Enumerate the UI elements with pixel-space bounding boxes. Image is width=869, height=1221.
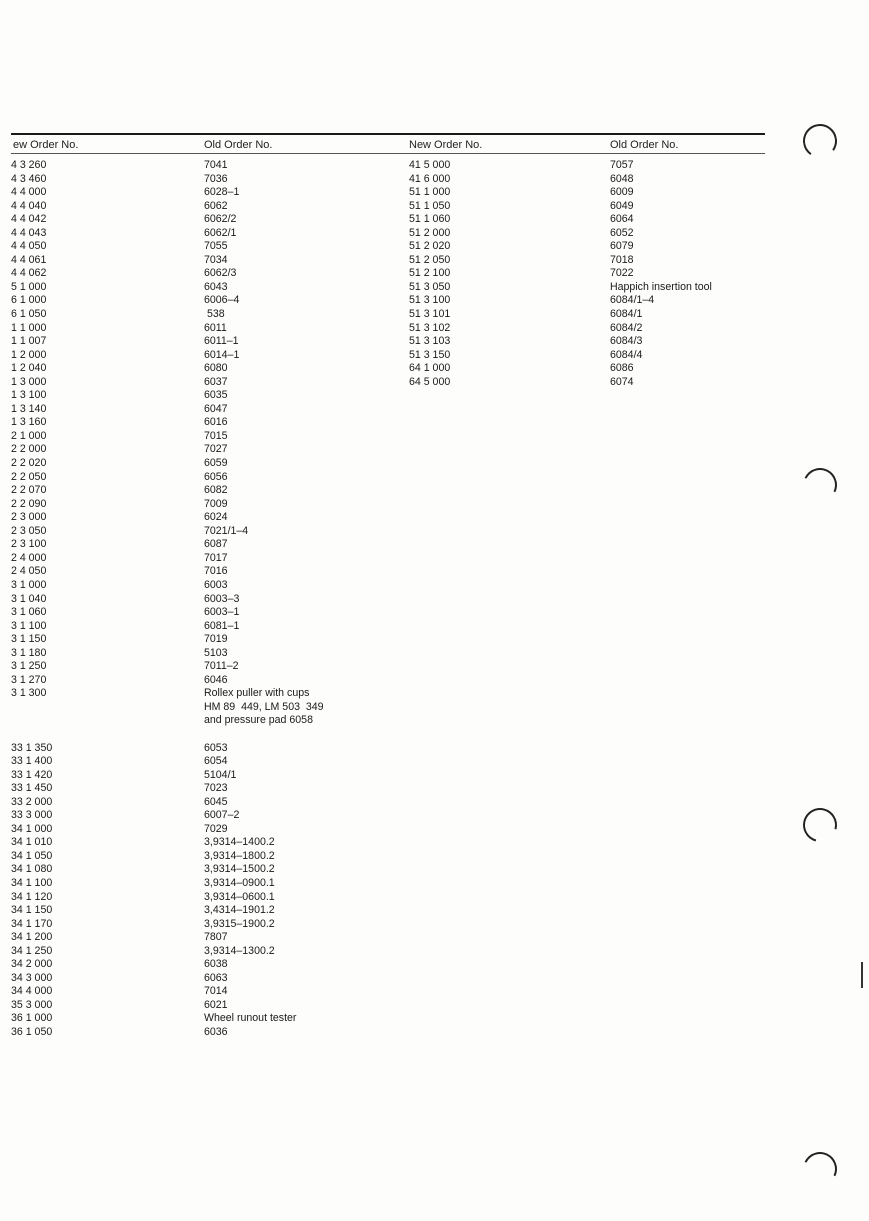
table-cell: 3,9314–1500.2 (204, 863, 275, 876)
table-cell: 4 4 043 (11, 226, 47, 239)
table-cell: 4 4 040 (11, 199, 47, 212)
table-cell: 6003–1 (204, 606, 240, 619)
table-cell: 34 1 150 (11, 904, 53, 917)
table-cell: 6062 (204, 199, 228, 212)
table-cell: 34 1 080 (11, 863, 53, 876)
table-cell: 6035 (204, 389, 228, 402)
table-cell (204, 728, 324, 742)
table-cell: 3 1 150 (11, 633, 47, 646)
table-cell: 7016 (204, 565, 228, 578)
table-cell: 33 1 420 (11, 768, 53, 781)
column-old-order-1 (204, 159, 324, 1040)
table-cell: 6087 (204, 538, 228, 551)
table-cell: 6 1 000 (11, 294, 47, 307)
table-cell: 6052 (610, 226, 634, 239)
table-cell: 51 3 103 (409, 335, 451, 348)
table-cell: 7055 (204, 240, 228, 253)
table-cell: 34 1 120 (11, 890, 53, 903)
table-cell: 3,9314–1800.2 (204, 849, 275, 862)
table-cell: 6063 (204, 971, 228, 984)
table-cell: 51 2 000 (409, 226, 451, 239)
table-cell: 34 1 170 (11, 917, 53, 930)
table-cell: 51 2 020 (409, 240, 451, 253)
table-cell: Wheel runout tester (204, 1012, 297, 1025)
table-cell: 34 4 000 (11, 985, 53, 998)
table-cell: 5103 (204, 646, 228, 659)
table-cell: Happich insertion tool (610, 280, 712, 293)
binder-hole-4 (798, 1147, 842, 1191)
table-cell: 3,4314–1901.2 (204, 904, 275, 917)
table-cell: 7009 (204, 497, 228, 510)
table-cell: 6048 (610, 172, 634, 185)
table-cell: 6074 (610, 375, 634, 388)
table-cell: 3 1 270 (11, 673, 47, 686)
table-cell: 7015 (204, 429, 228, 442)
table-cell: 6003–3 (204, 592, 240, 605)
table-cell: 4 4 061 (11, 253, 47, 266)
table-cell: 51 3 102 (409, 321, 451, 334)
table-cell: 34 1 250 (11, 944, 53, 957)
table-cell: 2 2 020 (11, 457, 47, 470)
table-cell: 7022 (610, 267, 634, 280)
table-cell: 6084/3 (610, 335, 643, 348)
table-cell: 6 1 050 (11, 308, 47, 321)
table-cell: 6064 (610, 213, 634, 226)
table-cell: 6053 (204, 741, 228, 754)
table-cell: 7057 (610, 159, 634, 171)
table-cell: 7021/1–4 (204, 524, 249, 537)
table-cell: 6080 (204, 362, 228, 375)
binder-hole-3 (797, 802, 843, 848)
table-cell: 51 2 050 (409, 253, 451, 266)
table-cell: 2 4 000 (11, 551, 47, 564)
table-cell: 6043 (204, 280, 228, 293)
table-cell: 6082 (204, 484, 228, 497)
table-cell: 6037 (204, 375, 228, 388)
table-cell: 7018 (610, 253, 634, 266)
table-cell: 6003 (204, 578, 228, 591)
column-old-order-2 (610, 159, 712, 389)
table-cell: 6081–1 (204, 619, 240, 632)
table-cell: 4 4 050 (11, 240, 47, 253)
table-cell: 33 1 400 (11, 755, 53, 768)
table-cell: 6024 (204, 511, 228, 524)
table-cell: 51 3 050 (409, 280, 451, 293)
table-cell: 6056 (204, 470, 228, 483)
table-cell: 7807 (204, 931, 228, 944)
table-cell: 51 1 060 (409, 213, 451, 226)
table-cell: 6036 (204, 1026, 228, 1038)
table-cell: 51 3 101 (409, 308, 451, 321)
table-cell: 7011–2 (204, 660, 239, 673)
table-cell: 51 1 050 (409, 199, 451, 212)
table-cell: 7029 (204, 822, 228, 835)
table-cell: 6038 (204, 958, 228, 971)
table-cell: 6021 (204, 998, 228, 1011)
table-cell: 6062/1 (204, 226, 237, 239)
table-cell: 34 1 000 (11, 822, 53, 835)
table-cell: 7019 (204, 633, 228, 646)
table-cell: 7041 (204, 159, 228, 171)
table-cell: 7036 (204, 172, 228, 185)
table-cell: 1 3 100 (11, 389, 47, 402)
table-cell: 34 1 050 (11, 849, 53, 862)
table-cell: 64 5 000 (409, 375, 451, 388)
table-cell: 2 2 070 (11, 484, 47, 497)
column-new-order-2 (409, 159, 450, 389)
table-cell: 3 1 250 (11, 660, 47, 673)
table-cell: 6046 (204, 673, 228, 686)
table-cell: 1 1 007 (11, 335, 47, 348)
table-cell: 6062/3 (204, 267, 237, 280)
table-cell: 3,9315–1900.2 (204, 917, 275, 930)
table-cell: 3,9314–1400.2 (204, 836, 275, 849)
table-cell (11, 714, 52, 728)
header-old-order-2: Old Order No. (610, 139, 679, 151)
table-cell: 6028–1 (204, 186, 240, 199)
table-cell: 2 3 000 (11, 511, 47, 524)
table-cell: 34 1 200 (11, 931, 53, 944)
table-cell: 6054 (204, 755, 228, 768)
table-cell: 4 4 042 (11, 213, 47, 226)
table-cell: 1 3 140 (11, 402, 47, 415)
table-cell: 6059 (204, 457, 228, 470)
table-cell: 7014 (204, 985, 228, 998)
table-cell: 4 4 000 (11, 186, 47, 199)
table-cell: 51 2 100 (409, 267, 451, 280)
table-cell: 6014–1 (204, 348, 240, 361)
table-cell: 5104/1 (204, 768, 237, 781)
table-cell: 41 5 000 (409, 159, 451, 171)
table-cell: 6016 (204, 416, 228, 429)
table-cell: 33 1 350 (11, 741, 53, 754)
table-cell: 3 1 000 (11, 578, 47, 591)
table-cell: 6079 (610, 240, 634, 253)
table-cell: 41 6 000 (409, 172, 451, 185)
table-cell: 6062/2 (204, 213, 237, 226)
table-cell: 6009 (610, 186, 634, 199)
table-cell: 3 1 040 (11, 592, 47, 605)
table-cell: 36 1 000 (11, 1012, 53, 1025)
table-cell: 4 3 460 (11, 172, 47, 185)
table-cell: 34 2 000 (11, 958, 53, 971)
table-cell: 6011 (204, 321, 227, 334)
table-cell: 2 4 050 (11, 565, 47, 578)
table-cell: 2 1 000 (11, 429, 47, 442)
table-cell: 64 1 000 (409, 362, 451, 375)
table-cell: 36 1 050 (11, 1026, 53, 1038)
table-cell: 35 3 000 (11, 998, 53, 1011)
table-cell: 1 2 040 (11, 362, 47, 375)
table-cell: 51 3 150 (409, 348, 451, 361)
table-cell: 6084/1 (610, 308, 643, 321)
table-cell: 7027 (204, 443, 228, 456)
table-cell: 3,9314–0600.1 (204, 890, 275, 903)
table-cell: 7017 (204, 551, 228, 564)
header-new-order-2: New Order No. (409, 139, 483, 151)
table-cell: 5 1 000 (11, 280, 47, 293)
header-old-order-1: Old Order No. (204, 139, 273, 151)
table-cell: 3 1 300 (11, 687, 47, 700)
table-cell: Rollex puller with cups (204, 687, 310, 700)
table-cell: 34 3 000 (11, 971, 53, 984)
table-cell: 3 1 100 (11, 619, 47, 632)
table-cell: 6086 (610, 362, 634, 375)
top-rule (11, 133, 765, 135)
column-new-order-1 (11, 159, 52, 1040)
table-cell: 6045 (204, 795, 228, 808)
table-cell: and pressure pad 6058 (204, 714, 313, 727)
table-cell: 3,9314–0900.1 (204, 876, 275, 889)
table-cell: 4 3 260 (11, 159, 47, 171)
table-cell: 33 3 000 (11, 809, 53, 822)
table-cell: 4 4 062 (11, 267, 47, 280)
table-cell: HM 89 449, LM 503 349 (204, 700, 324, 713)
table-cell: 2 3 050 (11, 524, 47, 537)
header-new-order-1: ew Order No. (13, 139, 79, 151)
table-cell: 6084/1–4 (610, 294, 655, 307)
table-cell: 33 1 450 (11, 782, 53, 795)
table-cell: 7034 (204, 253, 228, 266)
table-cell: 2 3 100 (11, 538, 47, 551)
table-cell (11, 728, 52, 742)
table-cell: 6007–2 (204, 809, 240, 822)
table-cell: 6047 (204, 402, 228, 415)
binder-hole-2 (798, 463, 842, 507)
table-cell: 538 (204, 308, 225, 321)
table-cell: 3 1 180 (11, 646, 47, 659)
table-cell: 1 3 000 (11, 375, 47, 388)
table-cell: 34 1 010 (11, 836, 53, 849)
table-cell: 1 2 000 (11, 348, 47, 361)
table-cell: 51 3 100 (409, 294, 451, 307)
table-cell: 2 2 050 (11, 470, 47, 483)
edge-mark (861, 962, 863, 988)
binder-hole-1 (800, 121, 839, 160)
table-cell: 3 1 060 (11, 606, 47, 619)
table-cell: 3,9314–1300.2 (204, 944, 275, 957)
table-cell: 6084/4 (610, 348, 643, 361)
table-cell: 2 2 090 (11, 497, 47, 510)
table-cell: 1 3 160 (11, 416, 47, 429)
table-cell: 51 1 000 (409, 186, 451, 199)
table-cell: 1 1 000 (11, 321, 47, 334)
table-cell: 2 2 000 (11, 443, 47, 456)
table-cell (11, 701, 52, 715)
table-cell: 6006–4 (204, 294, 240, 307)
table-cell: 6049 (610, 199, 634, 212)
table-cell: 33 2 000 (11, 795, 53, 808)
table-cell: 34 1 100 (11, 876, 53, 889)
header-underline (11, 153, 765, 154)
table-cell: 6011–1 (204, 335, 239, 348)
table-cell: 6084/2 (610, 321, 643, 334)
table-cell: 7023 (204, 782, 228, 795)
